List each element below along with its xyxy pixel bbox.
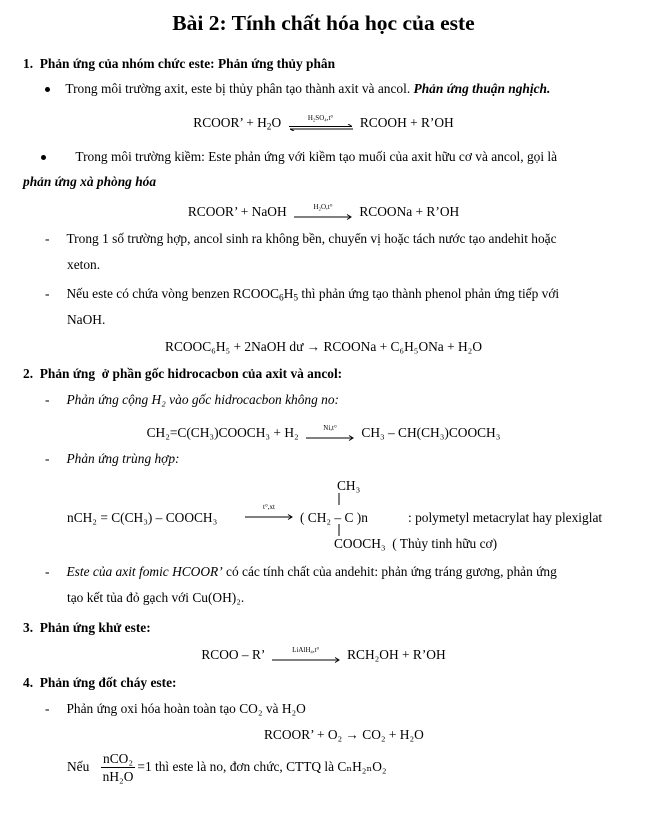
combustion-condition: Nếu $\frac{\text{nCO₂}}{\text{nH₂O}}$ =1 thì este là no, đơn chức, CTTQ là CₙH₂ₙO₂ xyxy=(67,751,387,785)
equation-combustion: RCOOR’ + O₂ → CO₂ + H₂O xyxy=(264,727,424,742)
poly-name: : polymetyl metacrylat hay plexiglat xyxy=(408,510,603,525)
note-combustion: - Phản ứng oxi hóa hoàn toàn tạo CO₂ và H₂O xyxy=(45,701,306,716)
arrow-icon: Ni,t° xyxy=(305,427,355,441)
note-unstable-alcohol: - Trong 1 số trường hợp, ancol sinh ra không bền, chuyển vị hoặc tách nước tạo andehit hoặc xyxy=(45,231,557,246)
poly-cooch3-bottom: COOCH₃ ( Thủy tinh hữu cơ) xyxy=(334,536,498,551)
page-title: Bài 2: Tính chất hóa học của este xyxy=(172,11,475,35)
arrow-icon: LiAlH₄,t° xyxy=(271,649,341,663)
equation-reduction: RCOO – R’ LiAlH₄,t° RCH₂OH + R’OH xyxy=(201,645,446,662)
bullet-dot xyxy=(41,155,46,160)
section-1-bullet-2 xyxy=(41,150,557,163)
section-1-bullet-1 xyxy=(45,82,550,95)
arrow-icon: H₂O,t° xyxy=(293,206,353,220)
equation-hydrogenation: CH₂=C(CH₃)COOCH₃ + H₂ Ni,t° CH₃ – CH(CH₃)COOCH₃ xyxy=(146,423,501,440)
mole-ratio-fraction: $\frac{\text{nCO₂}}{\text{nH₂O}}$ xyxy=(102,751,134,785)
poly-monomer: nCH₂ = C(CH₃) – COOCH₃ xyxy=(67,510,218,525)
note-unstable-alcohol-cont: xeton. xyxy=(67,257,101,272)
bullet-dot xyxy=(45,87,50,92)
bullet-emphasis: Phản ứng thuận nghịch. xyxy=(413,81,551,96)
note-formate-ester: - Este của axit fomic HCOOR’ có các tính chất của andehit: phản ứng tráng gương, phản ứng xyxy=(45,564,557,579)
reversible-arrow-icon: H₂SO₄,t° xyxy=(288,117,354,131)
section-1-heading: 1. Phản ứng của nhóm chức este: Phản ứng thủy phân xyxy=(23,56,336,71)
section-4-heading: 4. Phản ứng đốt cháy este: xyxy=(23,675,177,690)
note-formate-ester-cont: tạo kết tủa đỏ gạch với Cu(OH)₂. xyxy=(67,590,245,605)
section-3-heading: 3. Phản ứng khử este: xyxy=(23,620,151,635)
poly-chain: ( CH₂ – C )n xyxy=(300,510,368,525)
note-polymerization: - Phản ứng trùng hợp: xyxy=(45,451,180,466)
bullet-text: Trong môi trường axit, este bị thủy phân tạo thành axit và ancol. xyxy=(65,81,414,96)
equation-saponification: RCOOR’ + NaOH H₂O,t° RCOONa + R’OH xyxy=(187,202,460,219)
arrow-icon: t°,xt xyxy=(244,505,294,520)
note-phenyl-ester: - Nếu este có chứa vòng benzen $RCOOC_6H_5$ thì phản ứng tạo thành phenol phản ứng tiếp với xyxy=(45,286,560,304)
saponification-label: phản ứng xà phòng hóa xyxy=(23,174,157,189)
poly-ch3-top: CH₃ xyxy=(337,478,361,493)
equation-phenyl-ester: RCOOC₆H₅ + 2NaOH dư → RCOONa + C₆H₅ONa + H₂O xyxy=(165,339,482,354)
equation-acid-hydrolysis: RCOOR’ + $H_2O$ H₂SO₄,t° RCOOH + R’OH xyxy=(193,113,454,133)
note-h2-addition: - Phản ứng cộng H₂ vào gốc hidrocacbon không no: xyxy=(45,392,339,407)
bullet-text: Trong môi trường kiềm: Este phản ứng với kiềm tạo muối của axit hữu cơ và ancol, gọi là xyxy=(75,149,558,164)
note-phenyl-ester-cont: NaOH. xyxy=(67,312,106,327)
section-2-heading: 2. Phản ứng ở phần gốc hidrocacbon của axit và ancol: xyxy=(23,366,343,381)
